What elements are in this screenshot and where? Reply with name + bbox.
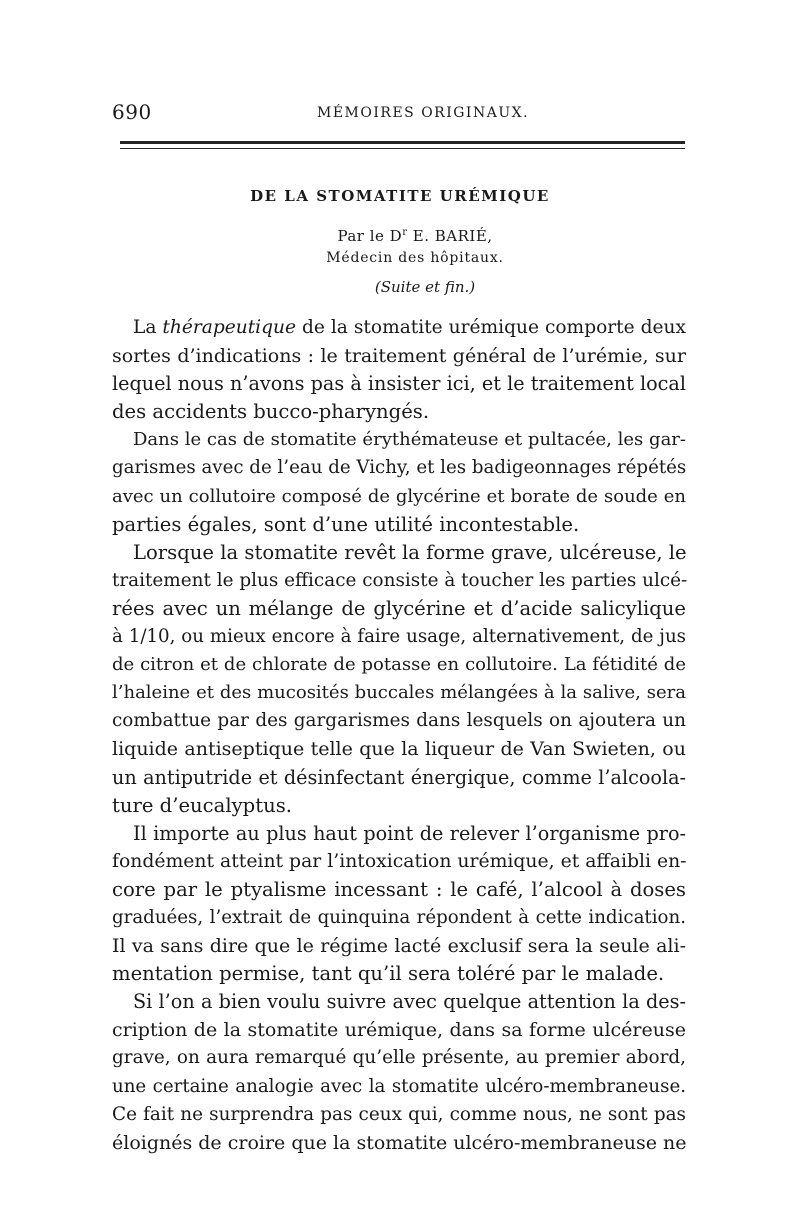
byline-author: E. BARIÉ, bbox=[407, 227, 493, 245]
byline-superscript: r bbox=[402, 227, 408, 238]
text-line: graduées, l’extrait de quinquina répondent à cette indication. bbox=[112, 906, 686, 928]
body-text bbox=[112, 314, 686, 1157]
text-line: des accidents bucco-pharyngés. bbox=[112, 400, 430, 424]
text-line: Il va sans dire que le régime lacté exclusif sera la seule ali- bbox=[112, 935, 686, 958]
byline-prefix: Par le D bbox=[337, 227, 403, 245]
article-title: DE LA STOMATITE URÉMIQUE bbox=[250, 187, 550, 205]
text-line: Si l’on a bien voulu suivre avec quelque attention la des- bbox=[133, 990, 686, 1014]
text-line: combattue par des gargarismes dans lesquels on ajoutera un bbox=[112, 710, 686, 732]
header-rule-thick bbox=[120, 141, 685, 144]
running-title: MÉMOIRES ORIGINAUX. bbox=[317, 105, 530, 121]
text-line: à 1/10, ou mieux encore à faire usage, alternativement, de jus bbox=[112, 626, 686, 648]
page-number: 690 bbox=[112, 100, 152, 124]
text-line: sortes d’indications : le traitement général de l’urémie, sur bbox=[112, 345, 686, 368]
text-line: garismes avec de l’eau de Vichy, et les badigeonnages répétés bbox=[112, 457, 687, 479]
emphasis-therapeutique: thérapeutique bbox=[162, 317, 297, 338]
text-line: éloignés de croire que la stomatite ulcéro-membraneuse ne bbox=[112, 1131, 687, 1154]
text-line: lequel nous n’avons pas à insister ici, et le traitement local bbox=[112, 372, 686, 396]
text-fragment: La bbox=[133, 317, 163, 338]
text-line: Lorsque la stomatite revêt la forme grave, ulcéreuse, le bbox=[133, 540, 687, 564]
text-line: Ce fait ne surprendra pas ceux qui, comme nous, ne sont pas bbox=[112, 1103, 686, 1125]
text-line: parties égales, sont d’une utilité incontestable. bbox=[112, 512, 580, 536]
text-line: mentation permise, tant qu’il sera toléré par le malade. bbox=[112, 962, 665, 986]
text-line: l’haleine et des mucosités buccales mélangées à la salive, sera bbox=[112, 682, 686, 704]
text-line: core par le ptyalisme incessant : le café, l’alcool à doses bbox=[112, 877, 686, 901]
text-line: avec un collutoire composé de glycérine et borate de soude en bbox=[112, 485, 686, 507]
text-line: grave, on aura remarqué qu’elle présente, au premier abord, bbox=[112, 1047, 686, 1069]
text-line: de citron et de chlorate de potasse en collutoire. La fétidité de bbox=[112, 654, 686, 676]
text-line: Dans le cas de stomatite érythémateuse et pultacée, les gar- bbox=[133, 429, 686, 451]
text-line: fondément atteint par l’intoxication urémique, et affaibli en- bbox=[112, 850, 687, 872]
continuation-note: (Suite et fin.) bbox=[374, 278, 476, 296]
byline bbox=[290, 227, 540, 245]
text-line: traitement le plus efficace consiste à toucher les parties ulcé- bbox=[112, 569, 688, 591]
header-rule-thin bbox=[120, 148, 685, 149]
text-line bbox=[112, 314, 686, 342]
author-affiliation: Médecin des hôpitaux. bbox=[326, 250, 504, 266]
text-line: rées avec un mélange de glycérine et d’acide salicylique bbox=[112, 596, 686, 620]
text-line: ture d’eucalyptus. bbox=[112, 793, 292, 817]
text-line: un antiputride et désinfectant énergique, comme l’alcoola- bbox=[112, 765, 686, 789]
text-line: liquide antiseptique telle que la liqueur de Van Swieten, ou bbox=[112, 738, 686, 761]
text-line: Il importe au plus haut point de relever l’organisme pro- bbox=[133, 821, 686, 845]
text-line: une certaine analogie avec la stomatite ulcéro-membraneuse. bbox=[112, 1075, 686, 1097]
text-line: cription de la stomatite urémique, dans sa forme ulcéreuse bbox=[112, 1019, 686, 1042]
running-head bbox=[112, 100, 684, 124]
text-fragment: de la stomatite urémique comporte deux bbox=[296, 317, 686, 338]
